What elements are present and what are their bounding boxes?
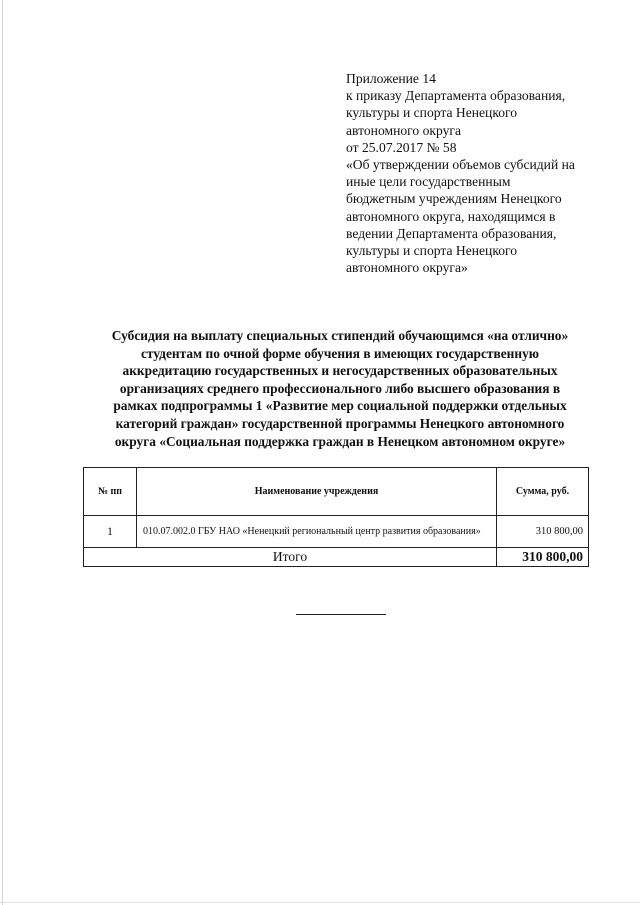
appendix-line: Приложение 14: [346, 71, 436, 86]
title-line: студентам по очной форме обучения в имеющих государственную: [140, 345, 540, 361]
end-separator-line: [296, 614, 386, 615]
appendix-line: культуры и спорта Ненецкого: [346, 105, 518, 121]
document-title: [86, 327, 594, 450]
table-total-row: [84, 548, 589, 567]
title-line: округа «Социальная поддержка граждан в Ненецком автономном округе»: [114, 433, 566, 449]
appendix-block: [346, 70, 606, 276]
appendix-line: от 25.07.2017 № 58: [346, 139, 457, 155]
title-line: организациях среднего профессионального либо высшего образования в: [119, 380, 561, 396]
title-line: аккредитацию государственных и негосударственных образовательных: [122, 363, 558, 379]
title-line: рамках подпрограммы 1 «Развитие мер социальной поддержки отдельных: [113, 398, 567, 414]
appendix-line: культуры и спорта Ненецкого: [346, 243, 518, 259]
subsidy-table: [83, 467, 589, 567]
scan-edge-bottom: [0, 902, 640, 903]
scan-edge-left: [2, 0, 3, 905]
title-line: категорий граждан» государственной программы Ненецкого автономного: [115, 415, 565, 431]
table-row: [84, 516, 589, 548]
header-name: Наименование учреждения: [137, 468, 497, 516]
row-sum: 310 800,00: [497, 516, 589, 548]
appendix-line: автономного округа, находящимся в: [346, 208, 556, 224]
table-header-row: [84, 468, 589, 516]
row-institution-name: 010.07.002.0 ГБУ НАО «Ненецкий региональный центр развития образования»: [137, 516, 497, 548]
title-line: Субсидия на выплату специальных стипендий обучающимся «на отлично»: [111, 328, 569, 343]
appendix-line: автономного округа: [346, 122, 462, 138]
appendix-line: бюджетным учреждениям Ненецкого: [346, 191, 562, 207]
appendix-line: иные цели государственным: [346, 174, 511, 190]
appendix-line: автономного округа»: [346, 260, 468, 276]
total-sum: 310 800,00: [497, 548, 589, 567]
appendix-line: к приказу Департамента образования,: [346, 88, 566, 104]
appendix-line: ведении Департамента образования,: [346, 225, 557, 241]
row-num: 1: [84, 516, 137, 548]
header-num: № пп: [84, 468, 137, 516]
appendix-line: «Об утверждении объемов субсидий на: [346, 157, 575, 173]
total-label: Итого: [84, 548, 497, 567]
header-sum: Сумма, руб.: [497, 468, 589, 516]
